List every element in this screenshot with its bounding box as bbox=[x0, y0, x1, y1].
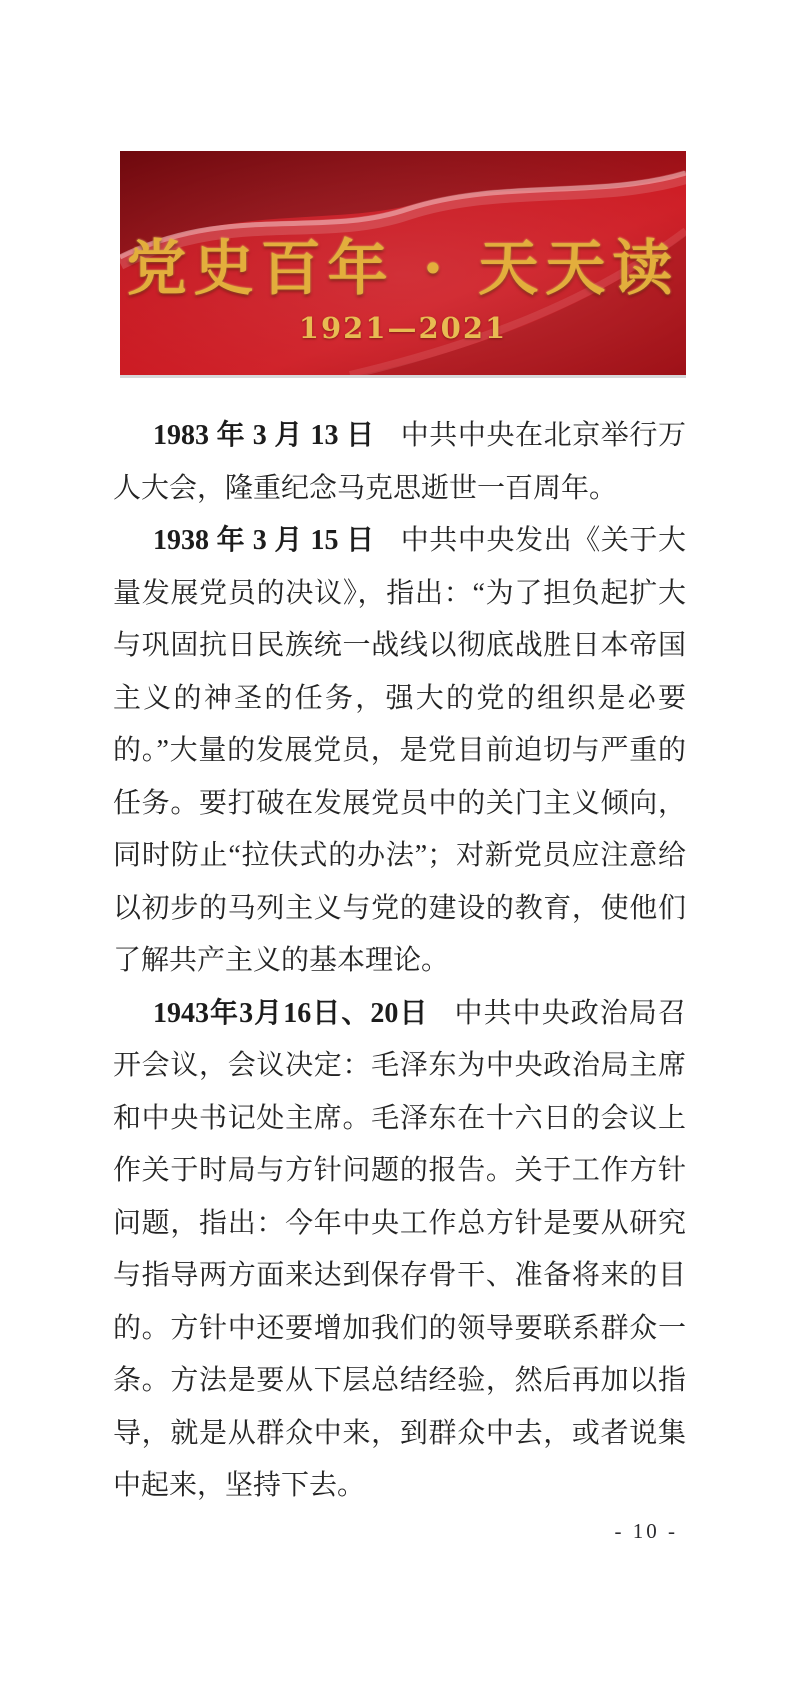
banner-image bbox=[120, 151, 686, 378]
entry-date: 1943年3月16日、20日 bbox=[153, 997, 429, 1029]
entry-date: 1983 年 3 月 13 日 bbox=[153, 420, 375, 451]
banner-subtitle: 1921—2021 bbox=[298, 311, 508, 345]
entry-date: 1938 年 3 月 15 日 bbox=[153, 525, 375, 556]
entry-text: 中共中央政治局召开会议，会议决定：毛泽东为中央政治局主席和中央书记处主席。毛泽东在十六日的会议上作关于时局与方针问题的报告。关于工作方针问题，指出：今年中央工作总方针是要从研究与指导两方面来达到保存骨干、准备将来的目的。方针中还要增加我们的领导要联系群众一条。方法是要从下层总结经验，然后再加以指导，就是从群众中来，到群众中去，或者说集中起来，坚持下去。 bbox=[113, 997, 686, 1501]
page-number: - 10 - bbox=[614, 1519, 678, 1543]
entry-text: 中共中央在北京举行万人大会，隆重纪念马克思逝世一百周年。 bbox=[113, 420, 686, 504]
entry-text: 中共中央发出《关于大量发展党员的决议》，指出：“为了担负起扩大与巩固抗日民族统一战线以彻底战胜日本帝国主义的神圣的任务，强大的党的组织是必要的。”大量的发展党员，是党目前迫切与严重的任务。要打破在发展党员中的关门主义倾向，同时防止“拉伕式的办法”；对新党员应注意给以初步的马列主义与党的建设的教育，使他们了解共产主义的基本理论。 bbox=[113, 525, 686, 976]
article-body bbox=[113, 410, 686, 1513]
paragraph-1943-03-16-20 bbox=[113, 988, 686, 1513]
banner-title: 党史百年 · 天天读 bbox=[126, 234, 680, 304]
paragraph-1938-03-15 bbox=[113, 515, 686, 988]
paragraph-1983-03-13 bbox=[113, 410, 686, 515]
